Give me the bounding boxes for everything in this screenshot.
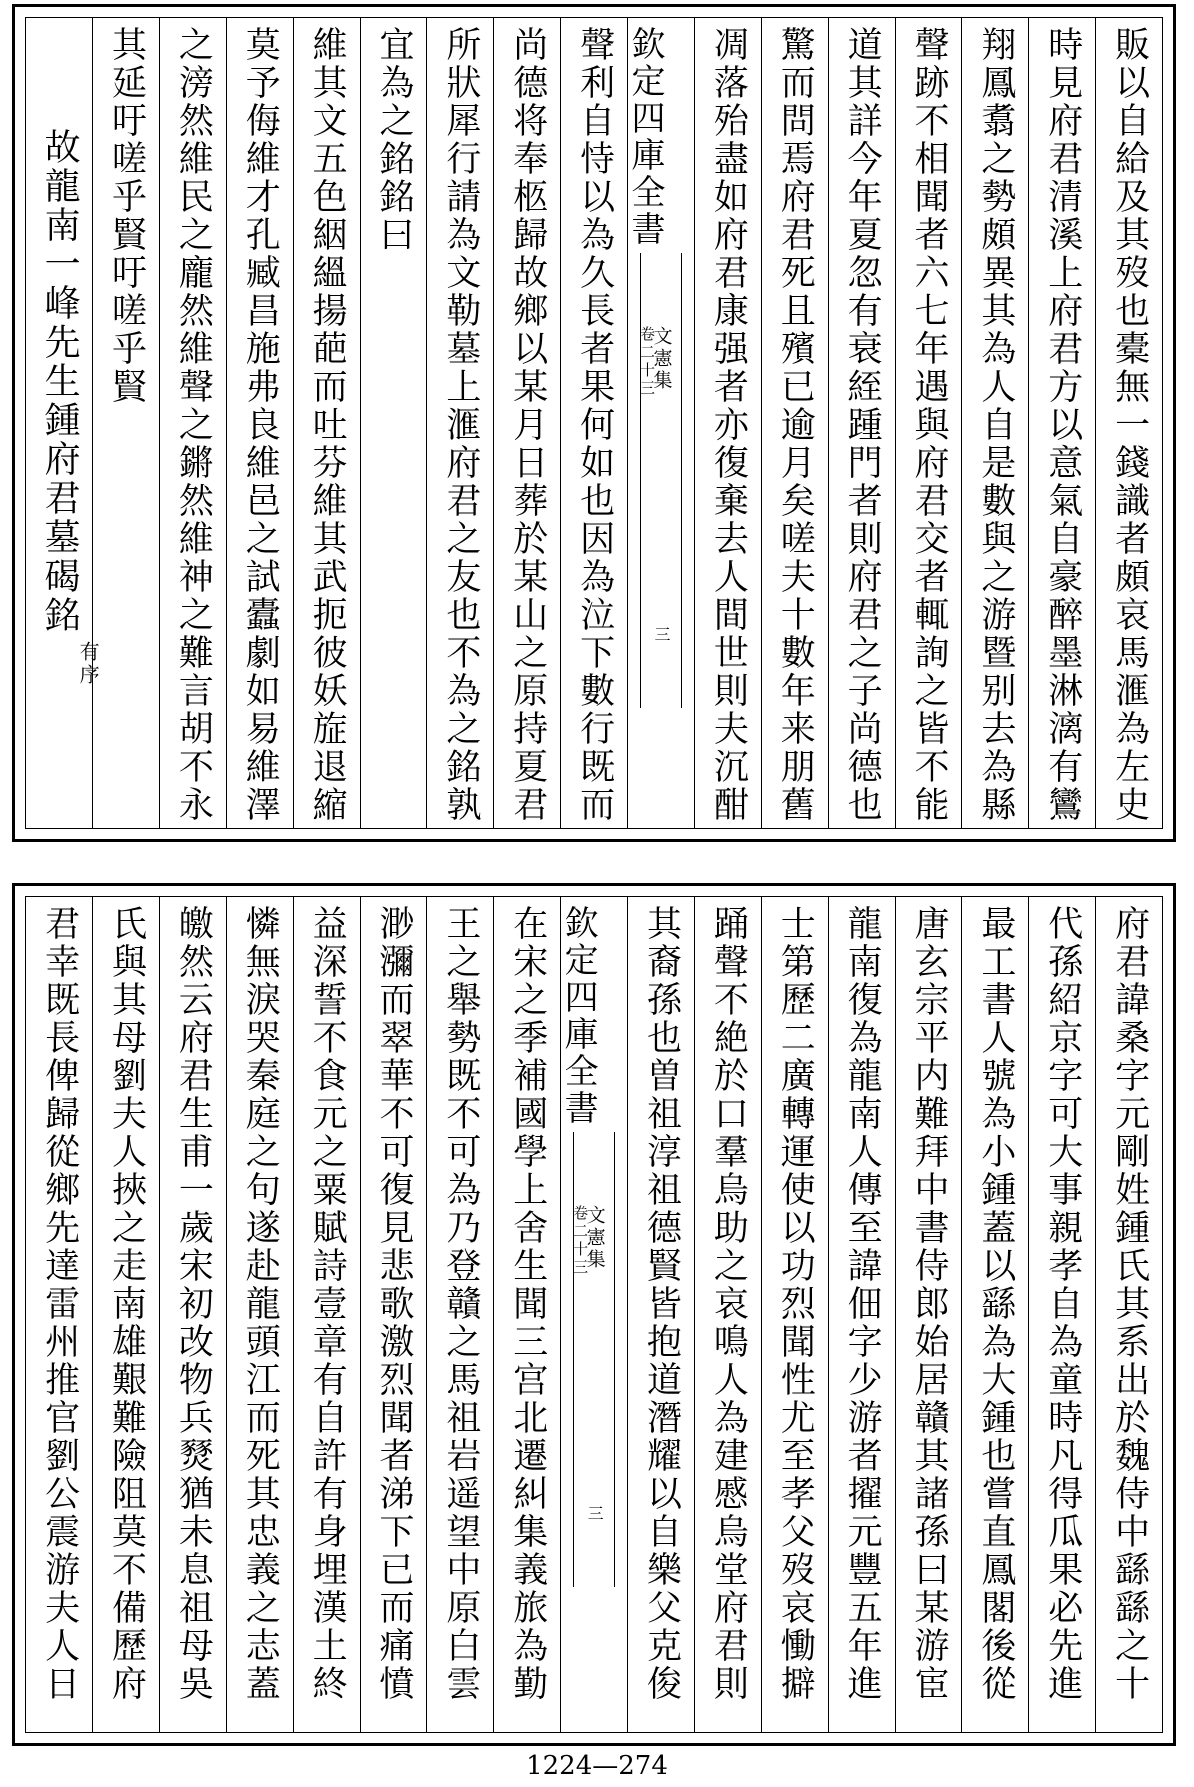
- volume-label: 卷二十三: [637, 326, 656, 398]
- text-line: 聲跡不相聞者六七年遇與府君交者輒詢之皆不能: [908, 26, 949, 824]
- lower-page-frame: [25, 896, 1163, 1733]
- text-column: [560, 18, 627, 828]
- inscription-title: 故龍南一峰先生鍾府君墓碣銘: [39, 128, 81, 635]
- text-line: 君幸既長俾歸從鄉先達雷州推官劉公震游夫人日: [39, 905, 80, 1703]
- text-line: 時見府君清溪上府君方以意氣自豪醉墨淋漓有鸞: [1042, 26, 1083, 824]
- text-column: [293, 897, 360, 1732]
- text-column: [226, 897, 293, 1732]
- text-column: [627, 897, 694, 1732]
- text-column: [493, 18, 560, 828]
- center-margin-column: [627, 18, 694, 828]
- text-line: 驚而問焉府君死且殯已逾月矣嗟夫十數年来朋舊: [775, 26, 816, 824]
- upper-page-panel: [12, 4, 1176, 842]
- upper-columns: [26, 18, 1162, 828]
- collection-name: 文憲集: [650, 326, 673, 392]
- text-column: [26, 897, 92, 1732]
- text-line: 道其詳今年夏忽有衰絰踵門者則府君之子尚德也: [842, 26, 883, 824]
- library-title: 欽定四庫全書: [625, 26, 665, 248]
- text-line: 其裔孫也曽祖淳祖德賢皆抱道潛耀以自樂父克俊: [641, 905, 682, 1703]
- title-column: [26, 18, 101, 828]
- text-line: 最工書人號為小鍾蓋以繇為大鍾也嘗直鳳閣後從: [975, 905, 1016, 1703]
- text-column: [293, 18, 360, 828]
- lower-columns: [26, 897, 1162, 1732]
- text-column: [493, 897, 560, 1732]
- text-line: 維其文五色絪縕揚葩而吐芬維其武扼彼妖㫌退縮: [307, 26, 348, 824]
- text-column: [426, 18, 493, 828]
- preface-note: 有序: [76, 641, 101, 687]
- text-column: [360, 897, 427, 1732]
- text-column: [159, 18, 226, 828]
- text-line: 府君諱桑字元剛姓鍾氏其系出於魏侍中繇繇之十: [1109, 905, 1150, 1703]
- text-line: 聲利自恃以為久長者果何如也因為泣下數行既而: [574, 26, 615, 824]
- footer-page-code: 1224—274: [526, 1751, 668, 1781]
- text-line: 龍南復為龍南人傳至諱佃字少游者擢元豐五年進: [842, 905, 883, 1703]
- text-column: [159, 897, 226, 1732]
- text-line: 販以自給及其歿也橐無一錢識者頗哀馬滙為左史: [1109, 26, 1150, 824]
- text-line: 士第歷二廣轉運使以功烈聞性尤至孝父歿哀慟擗: [775, 905, 816, 1703]
- text-line: 之滂然維民之龐然維聲之鏘然維神之難言胡不永: [173, 26, 214, 824]
- upper-page-frame: [25, 17, 1163, 829]
- text-line: 宜為之銘銘曰: [373, 26, 414, 254]
- text-line: 尚德将奉柩歸故鄉以某月日葬於某山之原持夏君: [507, 26, 548, 824]
- text-column: [761, 897, 828, 1732]
- text-line: 莫予侮維才孔臧昌施弗良維邑之試蠹劇如易維澤: [240, 26, 281, 824]
- text-line: 渺瀰而翠華不可復見悲歌激烈聞者涕下已而痛憤: [373, 905, 414, 1703]
- text-line: 所狀犀行請為文勒墓上滙府君之友也不為之銘孰: [440, 26, 481, 824]
- text-line: 其延吁嗟乎賢吁嗟乎賢: [106, 26, 147, 406]
- text-column: [1028, 18, 1095, 828]
- text-column: [92, 897, 159, 1732]
- text-column: [92, 18, 159, 828]
- text-line: 翔鳳翥之勢頗異其為人自是數與之游暨别去為縣: [975, 26, 1016, 824]
- text-column: [1095, 18, 1162, 828]
- text-column: [1028, 897, 1095, 1732]
- page-number: 三: [651, 626, 671, 645]
- page-number: 三: [585, 1505, 605, 1524]
- text-column: [828, 897, 895, 1732]
- text-line: 踊聲不絶於口羣烏助之哀鳴人為建慼烏堂府君則: [708, 905, 749, 1703]
- text-line: 凋落殆盡如府君康强者亦復棄去人間世則夫沉酣: [708, 26, 749, 824]
- text-column: [694, 18, 761, 828]
- volume-label: 卷二十三: [571, 1205, 590, 1277]
- text-column: [761, 18, 828, 828]
- text-line: 益深誓不食元之粟賦詩壹章有自許有身埋漢土終: [307, 905, 348, 1703]
- text-column: [961, 897, 1028, 1732]
- text-column: [828, 18, 895, 828]
- collection-name: 文憲集: [583, 1205, 606, 1271]
- text-column: [961, 18, 1028, 828]
- text-line: 王之舉勢既不可為乃登贛之馬祖岩遥望中原白雲: [440, 905, 481, 1703]
- text-line: 氏與其母劉夫人挾之走南雄艱難險阻莫不備歷府: [106, 905, 147, 1703]
- text-line: 在宋之季補國學上舍生聞三宫北遷糾集義旅為勤: [507, 905, 548, 1703]
- lower-page-panel: [12, 883, 1176, 1746]
- library-title: 欽定四庫全書: [558, 905, 599, 1127]
- text-column: [426, 897, 493, 1732]
- text-column: [694, 897, 761, 1732]
- text-column: [1095, 897, 1162, 1732]
- text-column: [360, 18, 427, 828]
- text-column: [895, 897, 962, 1732]
- center-margin-column: [560, 897, 627, 1732]
- text-line: 唐玄宗平内難拜中書侍郎始居贛其諸孫曰某游宦: [908, 905, 949, 1703]
- text-line: 代孫紹京字可大事親孝自為童時凡得瓜果必先進: [1042, 905, 1083, 1703]
- text-column: [895, 18, 962, 828]
- text-line: 皦然云府君生甫一歲宋初改物兵燹猶未息祖母吳: [173, 905, 214, 1703]
- text-column: [226, 18, 293, 828]
- text-line: 憐無淚哭秦庭之句遂赴龍頭江而死其忠義之志蓋: [240, 905, 281, 1703]
